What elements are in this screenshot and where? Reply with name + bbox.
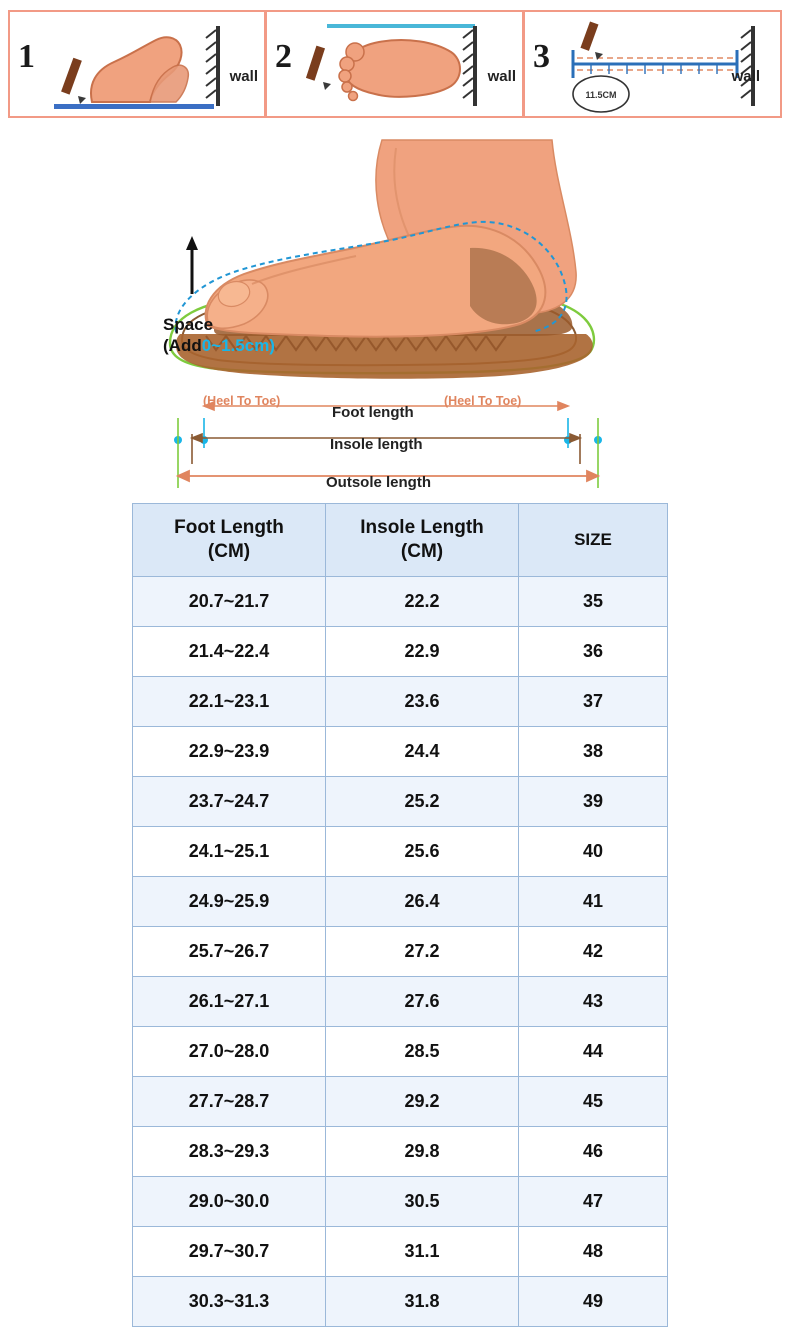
table-row <box>133 1127 668 1177</box>
cell-size: 46 <box>519 1127 668 1177</box>
table-row <box>133 1077 668 1127</box>
cell-insole-length: 24.4 <box>326 727 519 777</box>
cell-foot-length: 25.7~26.7 <box>133 927 326 977</box>
table-header-row <box>133 504 668 577</box>
column-header-insole-length-line1: Insole Length <box>360 517 484 539</box>
cell-insole-length: 31.1 <box>326 1227 519 1277</box>
cell-size: 43 <box>519 977 668 1027</box>
cell-size: 47 <box>519 1177 668 1227</box>
cell-foot-length: 23.7~24.7 <box>133 777 326 827</box>
column-header-foot-length-line1: Foot Length <box>174 517 284 539</box>
table-row <box>133 1177 668 1227</box>
cell-foot-length: 27.7~28.7 <box>133 1077 326 1127</box>
cell-insole-length: 23.6 <box>326 677 519 727</box>
cell-insole-length: 28.5 <box>326 1027 519 1077</box>
cell-insole-length: 29.8 <box>326 1127 519 1177</box>
cell-foot-length: 22.9~23.9 <box>133 727 326 777</box>
ruler-value-label: 11.5CM <box>585 90 617 100</box>
outsole-length-label: Outsole length <box>326 474 431 491</box>
wall-label: wall <box>487 68 516 85</box>
cell-insole-length: 22.2 <box>326 577 519 627</box>
step-card-1 <box>8 10 266 118</box>
table-row <box>133 927 668 977</box>
insole-length-label: Insole length <box>330 436 423 453</box>
table-row <box>133 827 668 877</box>
space-label-prefix: (Add <box>163 336 202 356</box>
top-foot-against-wall-icon <box>267 12 525 120</box>
cell-size: 40 <box>519 827 668 877</box>
step-number: 2 <box>275 38 292 75</box>
cell-size: 39 <box>519 777 668 827</box>
table-row <box>133 877 668 927</box>
cell-size: 37 <box>519 677 668 727</box>
table-row <box>133 577 668 627</box>
table-row <box>133 1227 668 1277</box>
step-card-2 <box>266 10 524 118</box>
foot-length-label: Foot length <box>332 404 414 421</box>
column-header-insole-length <box>326 504 519 577</box>
step-number: 3 <box>533 38 550 75</box>
size-chart-table <box>132 503 668 1327</box>
cell-size: 45 <box>519 1077 668 1127</box>
cell-insole-length: 25.2 <box>326 777 519 827</box>
wall-label: wall <box>229 68 258 85</box>
cell-insole-length: 22.9 <box>326 627 519 677</box>
cell-size: 44 <box>519 1027 668 1077</box>
cell-size: 49 <box>519 1277 668 1327</box>
cell-foot-length: 27.0~28.0 <box>133 1027 326 1077</box>
side-foot-against-wall-icon <box>10 12 268 120</box>
cell-foot-length: 30.3~31.3 <box>133 1277 326 1327</box>
column-header-insole-length-line2: (CM) <box>400 541 444 562</box>
heel-to-toe-label-right: (Heel To Toe) <box>444 394 522 408</box>
cell-foot-length: 29.0~30.0 <box>133 1177 326 1227</box>
space-label-value: 0~1.5cm) <box>201 336 275 356</box>
cell-foot-length: 24.1~25.1 <box>133 827 326 877</box>
cell-insole-length: 30.5 <box>326 1177 519 1227</box>
step-number: 1 <box>18 38 35 75</box>
cell-insole-length: 27.6 <box>326 977 519 1027</box>
cell-size: 36 <box>519 627 668 677</box>
column-header-foot-length-line2: (CM) <box>207 541 251 562</box>
table-row <box>133 627 668 677</box>
cell-size: 48 <box>519 1227 668 1277</box>
table-row <box>133 777 668 827</box>
cell-size: 41 <box>519 877 668 927</box>
cell-foot-length: 24.9~25.9 <box>133 877 326 927</box>
foot-measurement-diagram <box>0 118 790 498</box>
cell-size: 38 <box>519 727 668 777</box>
heel-to-toe-label-left: (Heel To Toe) <box>203 394 281 408</box>
table-row <box>133 727 668 777</box>
column-header-size: SIZE <box>519 504 668 577</box>
step-card-3 <box>524 10 782 118</box>
cell-insole-length: 27.2 <box>326 927 519 977</box>
cell-insole-length: 26.4 <box>326 877 519 927</box>
cell-foot-length: 26.1~27.1 <box>133 977 326 1027</box>
space-label-line1: Space <box>163 315 214 334</box>
table-row <box>133 677 668 727</box>
cell-size: 35 <box>519 577 668 627</box>
column-header-foot-length <box>133 504 326 577</box>
cell-foot-length: 20.7~21.7 <box>133 577 326 627</box>
table-row <box>133 1277 668 1327</box>
measurement-steps-strip <box>8 10 782 118</box>
cell-insole-length: 29.2 <box>326 1077 519 1127</box>
cell-foot-length: 28.3~29.3 <box>133 1127 326 1177</box>
ruler-measure-icon <box>525 12 783 120</box>
wall-label: wall <box>731 68 760 85</box>
cell-foot-length: 22.1~23.1 <box>133 677 326 727</box>
table-row <box>133 977 668 1027</box>
cell-foot-length: 21.4~22.4 <box>133 627 326 677</box>
space-label <box>163 314 275 357</box>
table-header <box>133 504 668 577</box>
cell-insole-length: 31.8 <box>326 1277 519 1327</box>
cell-size: 42 <box>519 927 668 977</box>
cell-foot-length: 29.7~30.7 <box>133 1227 326 1277</box>
table-body <box>133 577 668 1327</box>
table-row <box>133 1027 668 1077</box>
cell-insole-length: 25.6 <box>326 827 519 877</box>
